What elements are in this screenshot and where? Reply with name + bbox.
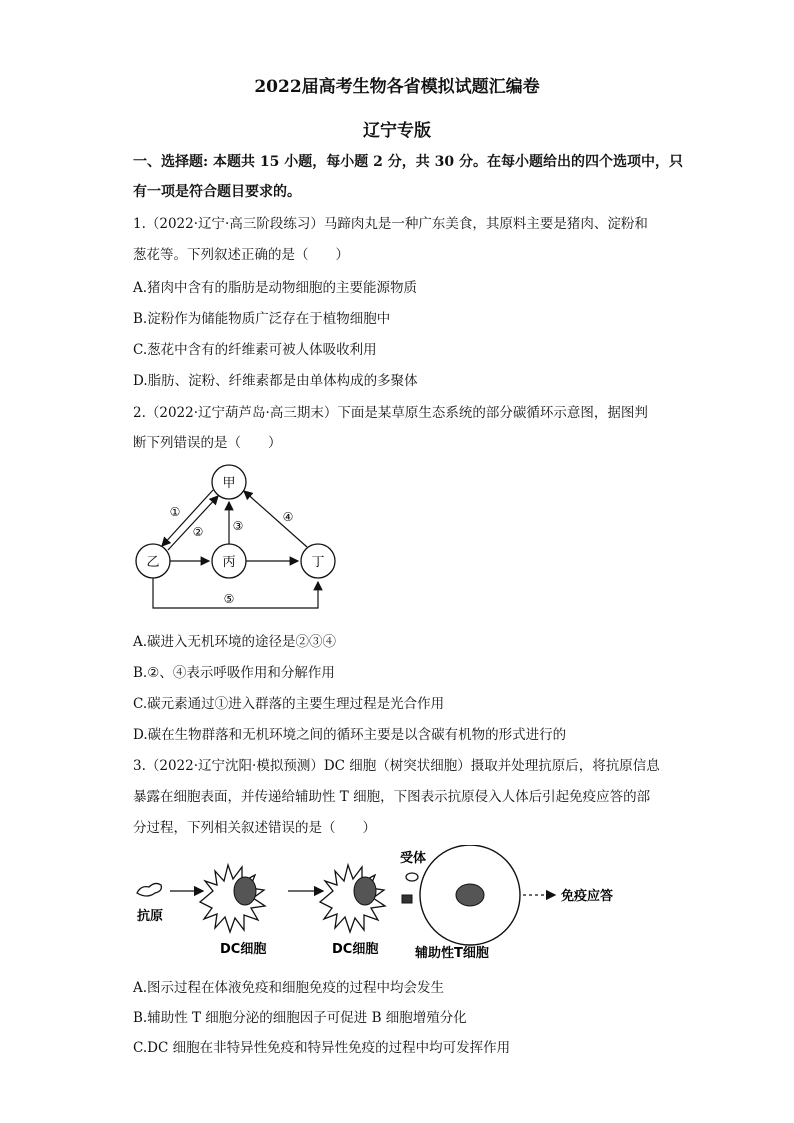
arrow-4-label: ④ [282,510,294,524]
page-subtitle: 辽宁专版 [363,121,431,141]
dc-cell-1-icon [200,865,265,932]
q1-stem-line2: 葱花等。下列叙述正确的是（ ） [133,247,349,263]
section-heading-line1: 一、选择题: 本题共 15 小题，每小题 2 分，共 30 分。在每小题给出的四个选项中，只 [133,154,683,170]
q2-stem-line1: 2.（2022·辽宁葫芦岛·高三期末）下面是某草原生态系统的部分碳循环示意图，据图判 [133,405,648,421]
antigen-receptor-complex [402,895,412,903]
q1-option-d: D.脂肪、淀粉、纤维素都是由单体构成的多聚体 [133,373,418,389]
q3-option-c: C.DC 细胞在非特异性免疫和特异性免疫的过程中均可发挥作用 [133,1040,511,1056]
q2-option-c: C.碳元素通过①进入群落的主要生理过程是光合作用 [133,696,445,712]
dc-cell-1-label: DC细胞 [220,942,267,957]
arrow-5 [153,578,318,608]
page-title: 2022届高考生物各省模拟试题汇编卷 [254,77,540,97]
immune-response-label: 免疫应答 [561,889,614,904]
section-heading-line2: 有一项是符合题目要求的。 [133,184,301,200]
node-jia-label: 甲 [222,476,236,491]
dc-cell-2-icon [320,865,385,932]
arrow-1-label: ① [169,505,181,519]
q2-option-b: B.②、④表示呼吸作用和分解作用 [133,665,335,681]
arrow-3-label: ③ [232,519,244,533]
receptor-icon [406,873,418,881]
q1-option-c: C.葱花中含有的纤维素可被人体吸收利用 [133,342,377,358]
helper-t-cell-nucleus [456,884,484,906]
antigen-label: 抗原 [137,909,164,924]
q3-stem-line1: 3.（2022·辽宁沈阳·模拟预测）DC 细胞（树突状细胞）摄取并处理抗原后，将抗原信息 [133,758,660,774]
dc-cell-2-label: DC细胞 [332,942,379,957]
immune-response-figure [125,845,645,967]
arrow-4 [244,491,307,547]
q1-option-b: B.淀粉作为储能物质广泛存在于植物细胞中 [133,311,391,327]
q2-option-a: A.碳进入无机环境的途径是②③④ [133,634,337,650]
q3-stem-line3: 分过程，下列相关叙述错误的是（ ） [133,820,376,836]
arrow-5-label: ⑤ [223,592,235,606]
receptor-label: 受体 [400,851,427,866]
q3-stem-line2: 暴露在细胞表面，并传递给辅助性 T 细胞，下图表示抗原侵入人体后引起免疫应答的部 [133,789,651,805]
q1-option-a: A.猪肉中含有的脂肪是动物细胞的主要能源物质 [133,280,418,296]
arrow-2-label: ② [192,525,204,539]
antigen-icon [137,883,161,896]
q2-stem-line2: 断下列错误的是（ ） [133,435,282,451]
carbon-cycle-diagram [125,460,345,615]
q3-option-b: B.辅助性 T 细胞分泌的细胞因子可促进 B 细胞增殖分化 [133,1010,467,1026]
node-ding-label: 丁 [311,555,325,570]
node-yi-label: 乙 [146,555,160,570]
q3-option-a: A.图示过程在体液免疫和细胞免疫的过程中均会发生 [133,980,445,996]
q2-option-d: D.碳在生物群落和无机环境之间的循环主要是以含碳有机物的形式进行的 [133,727,567,743]
node-bing-label: 丙 [222,555,236,570]
q1-stem-line1: 1.（2022·辽宁·高三阶段练习）马蹄肉丸是一种广东美食，其原料主要是猪肉、淀粉和 [133,216,648,232]
helper-t-cell-label: 辅助性T细胞 [415,946,489,961]
